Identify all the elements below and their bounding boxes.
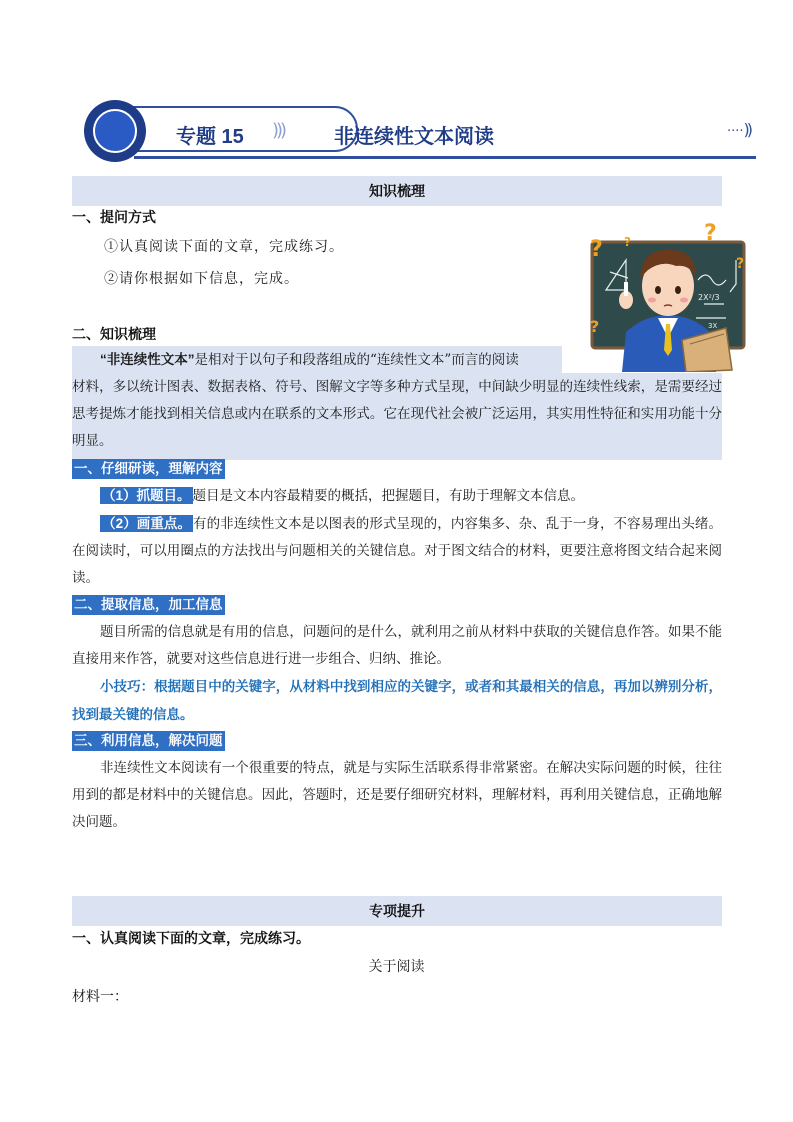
svg-text:?: ?	[736, 256, 745, 272]
step3-text: 非连续性文本阅读有一个很重要的特点，就是与实际生活联系得非常紧密。在解决实际问题的时候，往往用到的都是材料中的关键信息。因此，答题时，还是要仔细研究材料，理解材料，再利用关键信息，正确地解决问题。	[72, 760, 722, 830]
part1-heading: 一、提问方式	[72, 209, 156, 225]
step1-sub2-tag: （2）画重点。	[102, 516, 192, 531]
section-title-knowledge: 知识梳理	[72, 176, 722, 206]
arc-decoration-icon: )))	[272, 120, 285, 141]
section-title-improvement: 专项提升	[72, 896, 722, 926]
step1-sub2-text: 有的非连续性文本是以图表的形式呈现的，内容集多、杂、乱于一身，不容易理出头绪。在阅读时，可以用圈点的方法找出与问题相关的关键信息。对于图文结合的材料，更要注意将图文结合起来阅读。	[72, 516, 722, 586]
header-dots: ····))	[726, 120, 750, 139]
header-badge-inner	[93, 109, 137, 153]
question-form-item-2: ②请你根据如下信息，完成。	[104, 271, 299, 287]
part2-heading: 二、知识梳理	[72, 326, 156, 342]
material-label: 材料一：	[72, 989, 128, 1005]
step1-sub1-tag: （1）抓题目。	[102, 488, 191, 503]
article-title: 关于阅读	[368, 959, 425, 975]
svg-text:3X: 3X	[708, 322, 718, 330]
tip-text: 小技巧：根据题目中的关键字，从材料中找到相应的关键字，或者和其最相关的信息，再加以辨别分析，找到最关键的信息。	[72, 679, 722, 722]
step1-tag: 一、仔细研读，理解内容	[72, 459, 225, 479]
step3-tag: 三、利用信息，解决问题	[72, 731, 225, 751]
step1-sub1-text: 题目是文本内容最精要的概括，把握题目，有助于理解文本信息。	[192, 488, 585, 504]
step1-sub2	[72, 510, 722, 592]
svg-text:?: ?	[624, 235, 631, 249]
page-title: 非连续性文本阅读	[334, 126, 494, 148]
step2-text: 题目所需的信息就是有用的信息，问题问的是什么，就利用之前从材料中获取的关键信息作答。如果不能直接用来作答，就要对这些信息进行进一步组合、归纳、推论。	[72, 624, 722, 667]
question-form-item-1: ①认真阅读下面的文章，完成练习。	[104, 239, 344, 255]
header-badge-icon	[84, 100, 146, 162]
intro-line1: 是相对于以句子和段落组成的“连续性文本”而言的阅读	[194, 352, 519, 368]
header-banner	[84, 100, 756, 162]
svg-text:?: ?	[590, 317, 600, 336]
svg-text:2X²/3: 2X²/3	[698, 293, 720, 302]
step2-tag: 二、提取信息，加工信息	[72, 595, 225, 615]
svg-text:?: ?	[590, 237, 603, 262]
header-rule	[134, 156, 756, 159]
topic-label: 专题 15	[176, 126, 244, 148]
intro-rest: 材料，多以统计图表、数据表格、符号、图解文字等多种方式呈现，中间缺少明显的连续性线索，是需要经过思考提炼才能找到相关信息或内在联系的文本形式。它在现代社会被广泛运用，其实用性特征和实用功能十分明显。	[72, 379, 722, 449]
svg-text:?: ?	[704, 221, 717, 246]
intro-term: “非连续性文本”	[100, 352, 195, 367]
step1-sub1	[72, 482, 722, 510]
intro-paragraph	[72, 346, 722, 455]
step2-tip	[72, 673, 722, 729]
exercise-heading: 一、认真阅读下面的文章，完成练习。	[72, 930, 310, 946]
